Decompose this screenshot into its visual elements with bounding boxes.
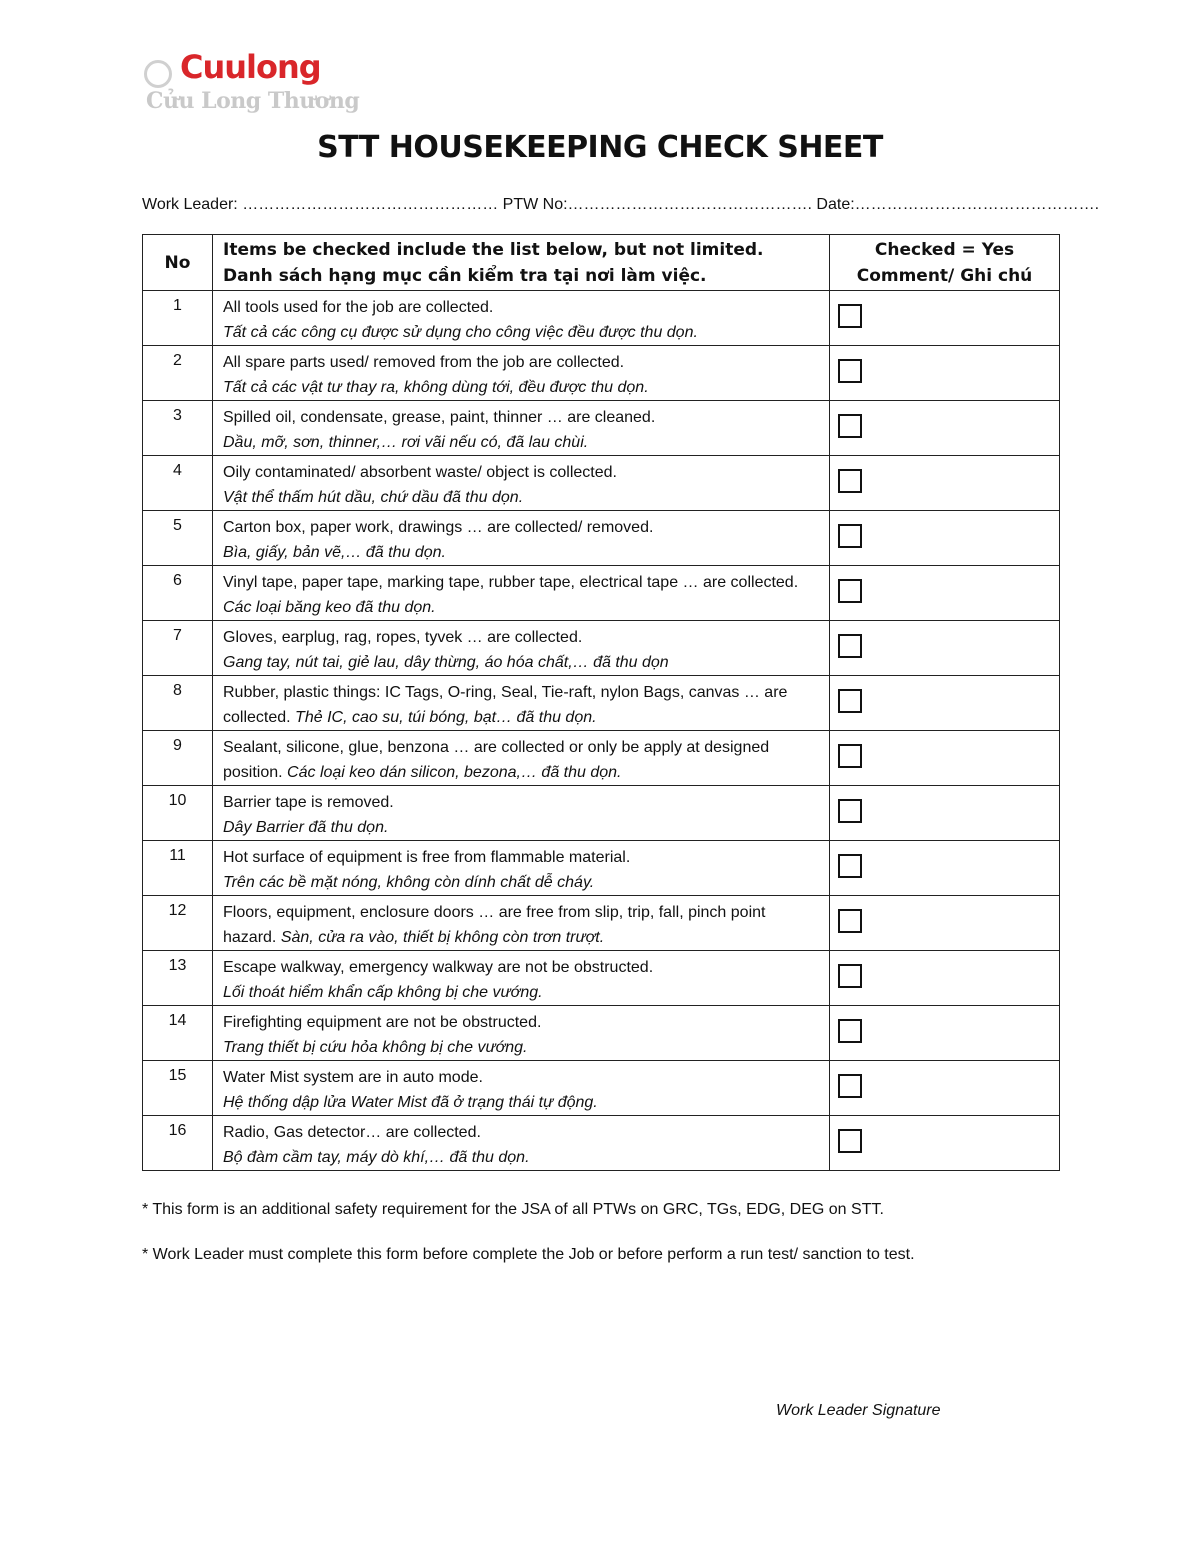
page-title: STT HOUSEKEEPING CHECK SHEET xyxy=(317,130,883,165)
row-check-cell xyxy=(830,731,1060,786)
item-text-en: All spare parts used/ removed from the job are collected. xyxy=(223,354,625,371)
item-text-en: Floors, equipment, enclosure doors … are free from slip, trip, fall, pinch point hazard. xyxy=(223,904,766,946)
item-text-en: Escape walkway, emergency walkway are not be obstructed. xyxy=(223,959,654,976)
row-number: 12 xyxy=(143,896,213,951)
row-check-cell xyxy=(830,456,1060,511)
table-row xyxy=(143,676,1060,731)
row-item xyxy=(213,566,830,621)
row-check-cell xyxy=(830,621,1060,676)
row-check-cell xyxy=(830,1061,1060,1116)
item-text-vi: Gang tay, nút tai, giẻ lau, dây thừng, áo hóa chất,… đã thu dọn xyxy=(223,654,669,671)
row-number: 1 xyxy=(143,291,213,346)
row-check-cell xyxy=(830,1116,1060,1171)
item-text-vi: Trang thiết bị cứu hỏa không bị che vướng. xyxy=(223,1039,528,1056)
item-text-en: All tools used for the job are collected. xyxy=(223,299,494,316)
table-row xyxy=(143,291,1060,346)
row-number: 10 xyxy=(143,786,213,841)
table-row xyxy=(143,1006,1060,1061)
row-item xyxy=(213,401,830,456)
row-item xyxy=(213,951,830,1006)
row-check-cell xyxy=(830,951,1060,1006)
item-text-en: Firefighting equipment are not be obstructed. xyxy=(223,1014,542,1031)
item-text-vi: Lối thoát hiểm khẩn cấp không bị che vướng. xyxy=(223,984,543,1001)
row-check-cell xyxy=(830,566,1060,621)
signature-label: Work Leader Signature xyxy=(776,1402,941,1419)
header-checked-line1: Checked = Yes xyxy=(874,239,1015,260)
logo-mark-icon xyxy=(144,60,172,88)
item-text-en: Spilled oil, condensate, grease, paint, thinner … are cleaned. xyxy=(223,409,656,426)
item-text-en: Rubber, plastic things: IC Tags, O-ring, Seal, Tie-raft, nylon Bags, canvas … are collected. xyxy=(223,684,788,726)
item-text-vi: Tất cả các vật tư thay ra, không dùng tới, đều được thu dọn. xyxy=(223,379,649,396)
item-text-en: Radio, Gas detector… are collected. xyxy=(223,1124,481,1141)
row-number: 7 xyxy=(143,621,213,676)
checkbox[interactable] xyxy=(838,744,862,768)
item-text-vi: Bìa, giấy, bản vẽ,… đã thu dọn. xyxy=(223,544,446,561)
header-checked-line2: Comment/ Ghi chú xyxy=(856,265,1033,286)
item-text-en: Sealant, silicone, glue, benzona … are collected or only be apply at designed position. xyxy=(223,739,770,781)
form-header-fields: Work Leader: ………………………………………… PTW No:………………………………………. Date:………………………………………. xyxy=(142,196,1100,213)
table-row xyxy=(143,621,1060,676)
item-text-en: Gloves, earplug, rag, ropes, tyvek … are collected. xyxy=(223,629,583,646)
row-number: 9 xyxy=(143,731,213,786)
row-number: 2 xyxy=(143,346,213,401)
row-item xyxy=(213,731,830,786)
item-text-vi: Tất cả các công cụ được sử dụng cho công việc đều được thu dọn. xyxy=(223,324,698,341)
row-number: 11 xyxy=(143,841,213,896)
item-text-vi: Các loại keo dán silicon, bezona,… đã thu dọn. xyxy=(287,764,622,781)
item-text-en: Carton box, paper work, drawings … are collected/ removed. xyxy=(223,519,654,536)
row-number: 13 xyxy=(143,951,213,1006)
table-row xyxy=(143,401,1060,456)
row-check-cell xyxy=(830,786,1060,841)
table-header-row xyxy=(143,235,1060,291)
row-number: 15 xyxy=(143,1061,213,1116)
row-item xyxy=(213,1006,830,1061)
table-row xyxy=(143,511,1060,566)
note-safety-requirement: * This form is an additional safety requirement for the JSA of all PTWs on GRC, TGs, EDG, DEG on STT. xyxy=(142,1201,884,1218)
row-check-cell xyxy=(830,676,1060,731)
table-row xyxy=(143,731,1060,786)
row-item xyxy=(213,456,830,511)
table-row xyxy=(143,786,1060,841)
header-items-en: Items be checked include the list below, but not limited. xyxy=(223,239,764,260)
logo-name: Cuulong xyxy=(180,48,321,86)
table-row xyxy=(143,566,1060,621)
item-text-vi: Thẻ IC, cao su, túi bóng, bạt… đã thu dọn. xyxy=(295,709,597,726)
row-number: 4 xyxy=(143,456,213,511)
row-check-cell xyxy=(830,346,1060,401)
checkbox[interactable] xyxy=(838,304,862,328)
checklist-table xyxy=(142,234,1060,1171)
item-text-vi: Các loại băng keo đã thu dọn. xyxy=(223,599,436,616)
logo-subtitle: Cửu Long Thương xyxy=(146,88,360,114)
row-check-cell xyxy=(830,841,1060,896)
item-text-vi: Dây Barrier đã thu dọn. xyxy=(223,819,389,836)
row-item xyxy=(213,896,830,951)
item-text-en: Oily contaminated/ absorbent waste/ object is collected. xyxy=(223,464,617,481)
row-number: 6 xyxy=(143,566,213,621)
row-item xyxy=(213,676,830,731)
header-checked xyxy=(830,235,1060,291)
header-items-vi: Danh sách hạng mục cần kiểm tra tại nơi làm việc. xyxy=(223,265,707,286)
checkbox[interactable] xyxy=(838,1019,862,1043)
item-text-vi: Trên các bề mặt nóng, không còn dính chất dễ cháy. xyxy=(223,874,595,891)
checkbox[interactable] xyxy=(838,1074,862,1098)
row-number: 8 xyxy=(143,676,213,731)
table-row xyxy=(143,1116,1060,1171)
table-row xyxy=(143,346,1060,401)
row-item xyxy=(213,786,830,841)
table-row xyxy=(143,1061,1060,1116)
table-row xyxy=(143,456,1060,511)
row-number: 3 xyxy=(143,401,213,456)
item-text-en: Barrier tape is removed. xyxy=(223,794,394,811)
item-text-vi: Vật thể thấm hút dầu, chứ dầu đã thu dọn. xyxy=(223,489,524,506)
item-text-vi: Hệ thống dập lửa Water Mist đã ở trạng thái tự động. xyxy=(223,1094,598,1111)
table-row xyxy=(143,841,1060,896)
row-check-cell xyxy=(830,1006,1060,1061)
checkbox[interactable] xyxy=(838,909,862,933)
company-logo xyxy=(140,48,370,118)
checkbox[interactable] xyxy=(838,524,862,548)
row-check-cell xyxy=(830,511,1060,566)
checkbox[interactable] xyxy=(838,359,862,383)
item-text-vi: Dầu, mỡ, sơn, thinner,… rơi vãi nếu có, đã lau chùi. xyxy=(223,434,589,451)
item-text-vi: Bộ đàm cầm tay, máy dò khí,… đã thu dọn. xyxy=(223,1149,530,1166)
row-number: 16 xyxy=(143,1116,213,1171)
checkbox[interactable] xyxy=(838,964,862,988)
row-item xyxy=(213,841,830,896)
row-item xyxy=(213,511,830,566)
row-item xyxy=(213,291,830,346)
checkbox[interactable] xyxy=(838,414,862,438)
item-text-en: Water Mist system are in auto mode. xyxy=(223,1069,483,1086)
item-text-vi: Sàn, cửa ra vào, thiết bị không còn trơn trượt. xyxy=(280,929,605,946)
row-item xyxy=(213,1116,830,1171)
header-no: No xyxy=(143,235,213,291)
row-check-cell xyxy=(830,896,1060,951)
row-item xyxy=(213,346,830,401)
row-number: 5 xyxy=(143,511,213,566)
checkbox[interactable] xyxy=(838,579,862,603)
checkbox[interactable] xyxy=(838,689,862,713)
checkbox[interactable] xyxy=(838,634,862,658)
row-item xyxy=(213,1061,830,1116)
item-text-en: Hot surface of equipment is free from flammable material. xyxy=(223,849,631,866)
row-number: 14 xyxy=(143,1006,213,1061)
checkbox[interactable] xyxy=(838,1129,862,1153)
row-check-cell xyxy=(830,401,1060,456)
table-row xyxy=(143,951,1060,1006)
row-check-cell xyxy=(830,291,1060,346)
item-text-en: Vinyl tape, paper tape, marking tape, rubber tape, electrical tape … are collected. xyxy=(223,574,799,591)
checkbox[interactable] xyxy=(838,799,862,823)
checkbox[interactable] xyxy=(838,854,862,878)
row-item xyxy=(213,621,830,676)
note-work-leader: * Work Leader must complete this form before complete the Job or before perform a run test/ sanction to test. xyxy=(142,1246,915,1263)
table-row xyxy=(143,896,1060,951)
checkbox[interactable] xyxy=(838,469,862,493)
header-items xyxy=(213,235,830,291)
